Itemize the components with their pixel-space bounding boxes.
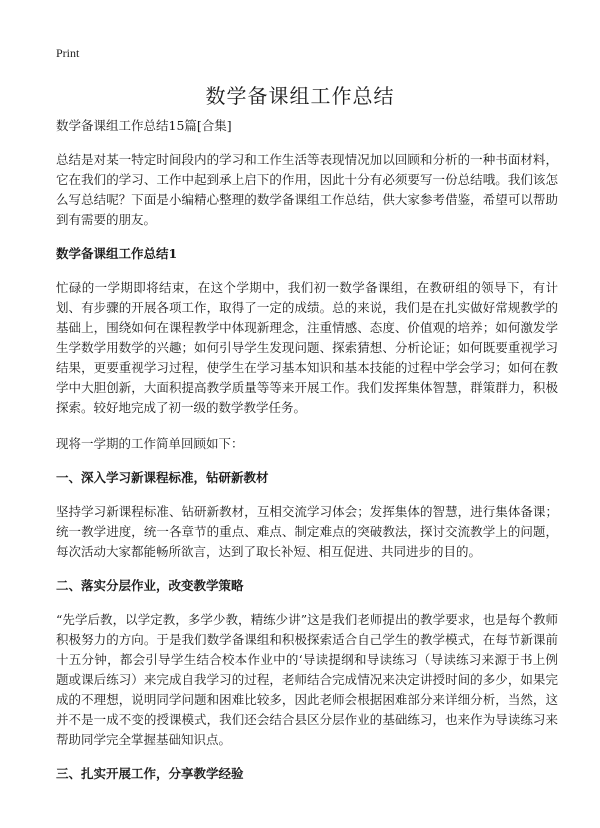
page-title: 数学备课组工作总结	[205, 84, 395, 108]
document-subtitle: 数学备课组工作总结15篇[合集]	[56, 118, 232, 133]
print-label: Print	[56, 46, 80, 60]
point-2-paragraph: “先学后教，以学定教，多学少教，精练少讲”这是我们老师提出的教学要求，也是每个教师积极努力的方向。于是我们数学备课组和积极探索适合自己学生的教学模式，在每节新课前十五分钟，都会引导学生结合校本作业中的‘导读提纲和导读练习（导读练习来源于书上例题或课后练习）来完成自我学习的过程，老师结合完成情况来决定讲授时间的多少，如果完成的不理想，说明同学问题和困难比较多，因此老师会根据困难部分来详细分析，当然，这并不是一成不变的授课模式，我们还会结合县区分层作业的基础练习，也来作为导读练习来帮助同学完全掌握基础知识点。	[56, 612, 558, 747]
section-1-paragraph: 忙碌的一学期即将结束，在这个学期中，我们初一数学备课组，在教研组的领导下，有计划、有步骤的开展各项工作，取得了一定的成绩。总的来说，我们是在扎实做好常规教学的基础上，围绕如何在课程教学中体现新理念，注重情感、态度、价值观的培养；如何激发学生学数学用数学的兴趣；如何引导学生发现问题、探索猜想、分析论证；如何既要重视学习结果，更要重视学习过程，使学生在学习基本知识和基本技能的过程中学会学习；如何在教学中大胆创新，大面积提高教学质量等等来开展工作。我们发挥集体智慧，群策群力，积极探索。较好地完成了初一级的数学教学任务。	[56, 280, 558, 415]
intro-paragraph: 总结是对某一特定时间段内的学习和工作生活等表现情况加以回顾和分析的一种书面材料，它在我们的学习、工作中起到承上启下的作用，因此十分有必须要写一份总结哦。我们该怎么写总结呢？下面是小编精心整理的数学备课组工作总结，供大家参考借鉴，希望可以帮助到有需要的朋友。	[56, 152, 558, 227]
document-body	[56, 116, 558, 798]
review-intro-paragraph: 现将一学期的工作简单回顾如下：	[56, 436, 244, 451]
point-2-heading: 二、落实分层作业，改变教学策略	[56, 578, 244, 593]
point-1-heading: 一、深入学习新课程标准，钻研新教材	[56, 470, 269, 485]
point-1-paragraph: 坚持学习新课程标准、钻研新教材，互相交流学习体会；发挥集体的智慧，进行集体备课；统一教学进度，统一各章节的重点、难点、制定难点的突破教法，探讨交流教学上的问题，每次活动大家都能畅所欲言，达到了取长补短、相互促进、共同进步的目的。	[56, 504, 558, 559]
point-3-heading: 三、扎实开展工作，分享教学经验	[56, 766, 244, 781]
section-heading-1: 数学备课组工作总结1	[56, 246, 178, 261]
